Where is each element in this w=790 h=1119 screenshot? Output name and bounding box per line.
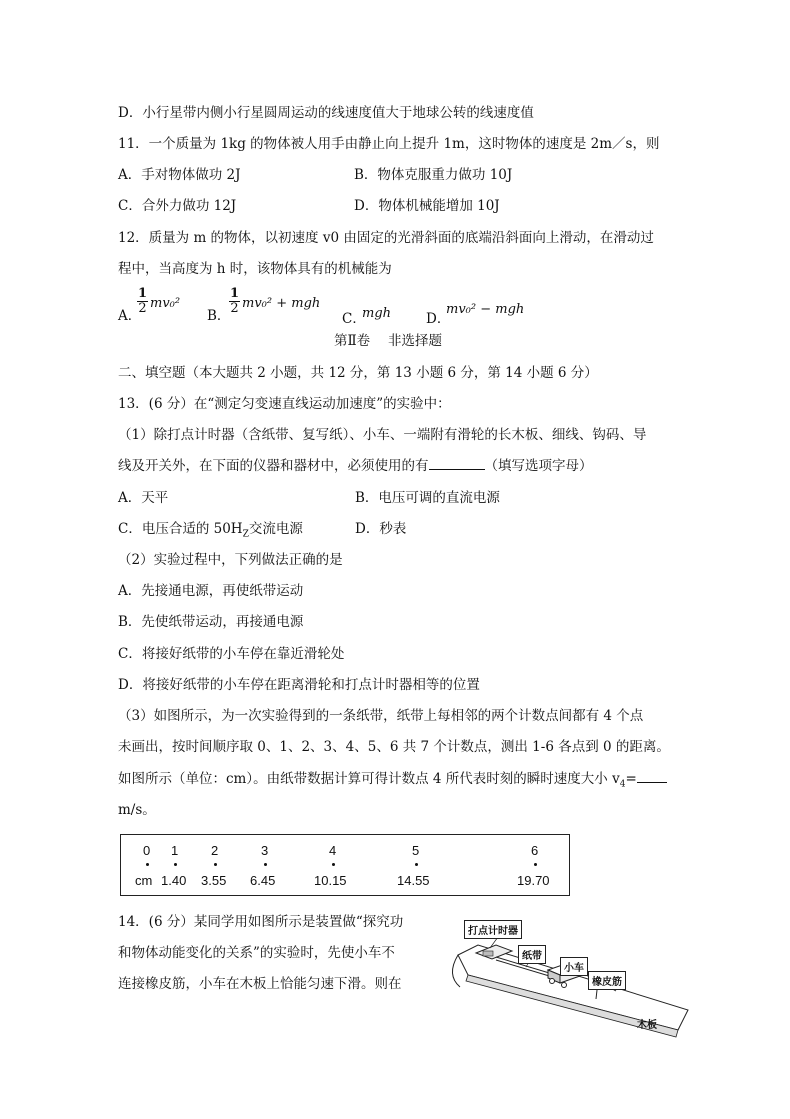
tape-dot-6 [534,863,537,866]
tape-dot-5 [415,863,418,866]
tape-dist-4: 10.15 [314,873,347,888]
q14-line3: 连接橡皮筋，小车在木板上恰能匀速下滑。则在 [118,976,402,992]
tape-point-1-label: 1 [171,843,179,858]
q13-2-option-d: D．将接好纸带的小车停在距离滑轮和打点计时器相等的位置 [118,677,480,693]
q12-option-a-label: A． [118,308,142,324]
q12-option-d-label: D． [426,311,451,327]
q13-1-option-a: A．天平 [118,490,169,506]
section2-title: 二、填空题（本大题共 2 小题，共 12 分，第 13 小题 6 分，第 14 小题 6 分） [118,365,598,381]
q12-option-d-expr: mv₀² − mgh [446,302,525,317]
q12-option-b-expr: mv₀² + mgh [242,296,321,311]
tape-dist-1: 1.40 [161,873,187,888]
q14-line2: 和物体动能变化的关系”的实验时，先使小车不 [118,945,395,961]
label-tape: 纸带 [518,945,546,964]
tape-dot-1 [174,863,177,866]
label-board: 木板 [637,1020,657,1031]
q13-3-line1: （3）如图所示，为一次实验得到的一条纸带，纸带上每相邻的两个计数点间都有 4 个点 [118,708,644,724]
q12-option-a-fraction: $\frac{1}{2}$ [138,286,148,316]
tape-dist-3: 6.45 [250,873,276,888]
q13-3-line4: m/s。 [118,802,156,818]
q11-option-a: A．手对物体做功 2J [118,167,241,183]
tape-point-6-label: 6 [531,843,539,858]
q13-3-answer-blank[interactable] [637,782,667,783]
q11-option-d: D．物体机械能增加 10J [354,198,500,214]
q12-option-c-expr: mgh [362,306,392,321]
tape-dot-0 [146,863,149,866]
tape-dist-5: 14.55 [397,873,430,888]
q11-stem: 11．一个质量为 1kg 的物体被人用手由静止向上提升 1m，这时物体的速度是 2m／s，则 [118,136,660,152]
q12-stem-line1: 12．质量为 m 的物体，以初速度 v0 由固定的光滑斜面的底端沿斜面向上滑动，在滑动过 [118,230,654,246]
q13-1-line2: 线及开关外，在下面的仪器和器材中，必须使用的有 （填写选项字母） [118,458,593,474]
tape-dot-4 [332,863,335,866]
q11-option-b: B．物体克服重力做功 10J [354,167,513,183]
tape-dot-2 [214,863,217,866]
tape-point-3-label: 3 [261,843,269,858]
tape-point-2-label: 2 [211,843,219,858]
tape-dist-2: 3.55 [201,873,227,888]
q13-1-answer-blank[interactable] [429,469,485,470]
apparatus-figure [438,915,698,1095]
q13-2-option-c: C．将接好纸带的小车停在靠近滑轮处 [118,646,345,662]
q13-1-option-c: C．电压合适的 $50H_Z$交流电源 [118,521,303,540]
q12-option-a-expr: mv₀² [150,296,181,311]
tape-dist-6: 19.70 [517,873,550,888]
label-rubber-band: 橡皮筋 [588,971,626,990]
q11-option-c: C．合外力做功 12J [118,198,237,214]
q13-2-option-b: B．先使纸带运动，再接通电源 [118,614,304,630]
tape-point-4-label: 4 [329,843,337,858]
label-timer: 打点计时器 [464,920,522,939]
tape-point-0-label: 0 [143,843,151,858]
q13-1-option-d: D．秒表 [355,521,407,537]
label-cart: 小车 [560,957,588,976]
q12-option-b-label: B． [207,308,231,324]
tape-dot-3 [264,863,267,866]
q12-option-c-label: C． [342,311,366,327]
q13-2-option-a: A．先接通电源，再使纸带运动 [118,583,304,599]
paper-tape-figure [120,834,570,896]
tape-point-5-label: 5 [412,843,420,858]
apparatus-drawing [438,915,698,1095]
q14-line1: 14．(6 分）某同学用如图所示是装置做“探究功 [118,914,404,930]
q13-3-line3: 如图所示（单位：cm）。由纸带数据计算可得计数点 4 所代表时刻的瞬时速度大小 $v_4=$ [118,770,667,794]
q13-1-line1: （1）除打点计时器（含纸带、复写纸）、小车、一端附有滑轮的长木板、细线、钩码、导 [118,427,647,443]
q13-2-stem: （2）实验过程中，下列做法正确的是 [118,552,343,568]
q12-stem-line2: 程中，当高度为 h 时，该物体具有的机械能为 [118,261,392,277]
part2-title: 第Ⅱ卷 非选择题 [334,333,442,349]
q10-option-d: D．小行星带内侧小行星圆周运动的线速度值大于地球公转的线速度值 [118,105,534,121]
q13-stem: 13．(6 分）在“测定匀变速直线运动加速度”的实验中： [118,396,451,412]
q13-3-line2: 未画出，按时间顺序取 0、1、2、3、4、5、6 共 7 个计数点，测出 1-6 各点到 0 的距离。 [118,739,670,755]
tape-unit: cm [135,873,153,888]
q12-option-b-fraction: $\frac{1}{2}$ [230,286,240,316]
q13-1-option-b: B．电压可调的直流电源 [355,490,500,506]
